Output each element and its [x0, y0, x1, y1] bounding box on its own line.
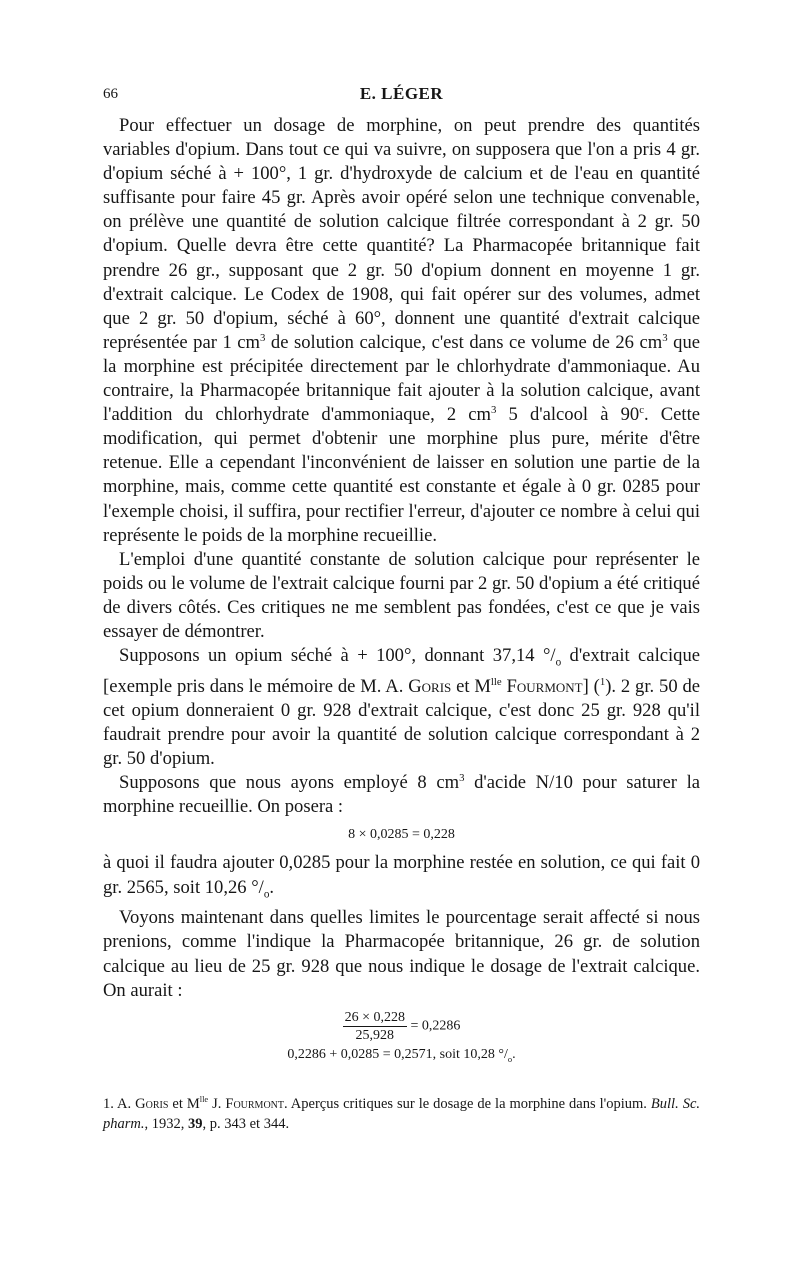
- superscript: lle: [490, 675, 502, 688]
- subscript: o: [555, 656, 562, 669]
- superscript: c: [639, 403, 644, 416]
- superscript: 3: [662, 331, 668, 344]
- paragraph-5-text-a: à quoi il faudra ajouter 0,0285 pour la morphine restée en solution, ce qui fait 0 gr. 2565, soit 10,26 °/: [103, 852, 700, 898]
- equation-3: [103, 1046, 700, 1069]
- paragraph-1-text-a: Pour effectuer un dosage de morphine, on peut prendre des quantités variables d'opium. Dans tout ce qui va suivre, on supposera que l'on a pris 4 gr. d'opium séché à + 100°, 1 gr. d'hydroxyde de calcium et de l'eau en quantité suffisante pour faire 45 gr. Après avoir opéré selon une technique convenable, on prélève une quantité de solution calcique filtrée correspondant à 2 gr. 50 d'opium. Quelle devra être cette quantité? La Pharmacopée britannique fait prendre 26 gr., supposant que 2 gr. 50 d'opium donnent en moyenne 1 gr. d'extrait calcique. Le Codex de 1908, qui fait opérer sur des volumes, admet que 2 gr. 50 d'opium, séché à 60°, donnent une quantité d'extrait calcique représentée par 1 cm: [103, 115, 700, 353]
- footnote-text-c: J.: [208, 1096, 226, 1112]
- author-name: Fourmont: [506, 675, 583, 697]
- equation-1: 8 × 0,0285 = 0,228: [348, 827, 455, 843]
- superscript: 3: [459, 772, 465, 785]
- subscript: o: [263, 888, 270, 901]
- paragraph-1-text-d: 5 d'alcool à 90: [496, 404, 640, 426]
- equation-3-text: 0,2286 + 0,0285 = 0,2571, soit 10,28 °/: [287, 1046, 508, 1062]
- paragraph-1-text-e: . Cette modification, qui permet d'obtenir une morphine plus pure, mérite d'être retenue. Elle a cependant l'inconvénient de laisser en solution une partie de la morphine, mais, comme cette quantité est constante et égale à 0 gr. 0285 pour l'exemple choisi, il suffira, pour rectifier l'erreur, d'ajouter ce nombre à celui qui représente le poids de la morphine recueillie.: [103, 404, 700, 546]
- fraction-result: = 0,2286: [410, 1018, 461, 1034]
- paragraph-2: L'emploi d'une quantité constante de solution calcique pour représenter le poids ou le volume de l'extrait calcique fourni par 2 gr. 50 d'opium a été critiqué de divers côtés. Ces critiques ne me semblent pas fondées, c'est ce que je vais essayer de démontrer.: [103, 548, 700, 642]
- paragraph-3: [103, 644, 700, 771]
- footnote-text-a: 1. A.: [103, 1096, 136, 1112]
- fraction-numerator: 26 × 0,228: [344, 1009, 405, 1025]
- paragraph-5: [103, 851, 700, 906]
- page-number: 66: [103, 86, 118, 102]
- paragraph-4: [103, 771, 700, 819]
- footnote-text-d: . Aperçus critiques sur le dosage de la morphine dans l'opium.: [284, 1096, 651, 1112]
- running-head: E. LÉGER: [359, 84, 444, 103]
- footnote-text-b: et M: [168, 1096, 200, 1112]
- body-text: [103, 114, 700, 1069]
- paragraph-3-text-b: d'extrait calcique [exemple pris dans le mémoire de M. A.: [103, 645, 700, 697]
- paragraph-5-text-b: .: [269, 876, 275, 898]
- journal-volume: 39: [188, 1116, 203, 1132]
- superscript: 3: [260, 331, 266, 344]
- footnote-author: Goris: [135, 1096, 169, 1112]
- paragraph-1-text-c: que la morphine est précipitée directement par le chlorhydrate d'ammoniaque. Au contraire, la Pharmacopée britannique fait ajouter à la solution calcique, avant l'addition du chlorhydrate d'ammoniaque, 2 cm: [103, 331, 701, 426]
- paragraph-1: [103, 114, 700, 548]
- paragraph-4-text-b: d'acide N/10 pour saturer la morphine recueillie. On posera :: [103, 772, 700, 818]
- paragraph-4-text-a: Supposons que nous ayons employé 8 cm: [119, 772, 460, 794]
- author-name: Goris: [408, 675, 452, 697]
- subscript: o: [507, 1054, 513, 1064]
- paragraph-3-text-f: ). 2 gr. 50 de cet opium donneraient 0 gr. 928 d'extrait calcique, c'est donc 25 gr. 928 qu'il faudrait prendre pour avoir la quantité de solution calcique correspondant à 2 gr. 50 d'opium.: [103, 675, 701, 770]
- superscript: 3: [491, 403, 497, 416]
- footnote-text-f: , p. 343 et 344.: [202, 1116, 290, 1132]
- footnote: [103, 1094, 700, 1134]
- equation-3-end: .: [512, 1046, 516, 1062]
- paragraph-6: Voyons maintenant dans quelles limites le pourcentage serait affecté si nous prenions, comme l'indique la Pharmacopée britannique, 26 gr. de solution calcique au lieu de 25 gr. 928 que nous indique le dosage de l'extrait calcique. On aurait :: [103, 907, 700, 1001]
- page-header: [103, 84, 700, 108]
- journal-title: Bull. Sc. pharm.: [103, 1096, 701, 1132]
- paragraph-3-text-e: ] (: [582, 675, 600, 697]
- equation-2: [103, 1009, 700, 1044]
- fraction-denominator: 25,928: [355, 1027, 395, 1043]
- paragraph-3-text-a: Supposons un opium séché à + 100°, donnant 37,14 °/: [119, 645, 556, 667]
- footnote-author: Fourmont: [225, 1096, 284, 1112]
- superscript: lle: [199, 1095, 209, 1105]
- footnote-text-e: , 1932,: [144, 1116, 188, 1132]
- paragraph-3-text-c: et M: [451, 675, 491, 697]
- footnote-ref: 1: [599, 675, 606, 688]
- paragraph-1-text-b: de solution calcique, c'est dans ce volume de 26 cm: [265, 331, 663, 353]
- fraction: [343, 1009, 407, 1044]
